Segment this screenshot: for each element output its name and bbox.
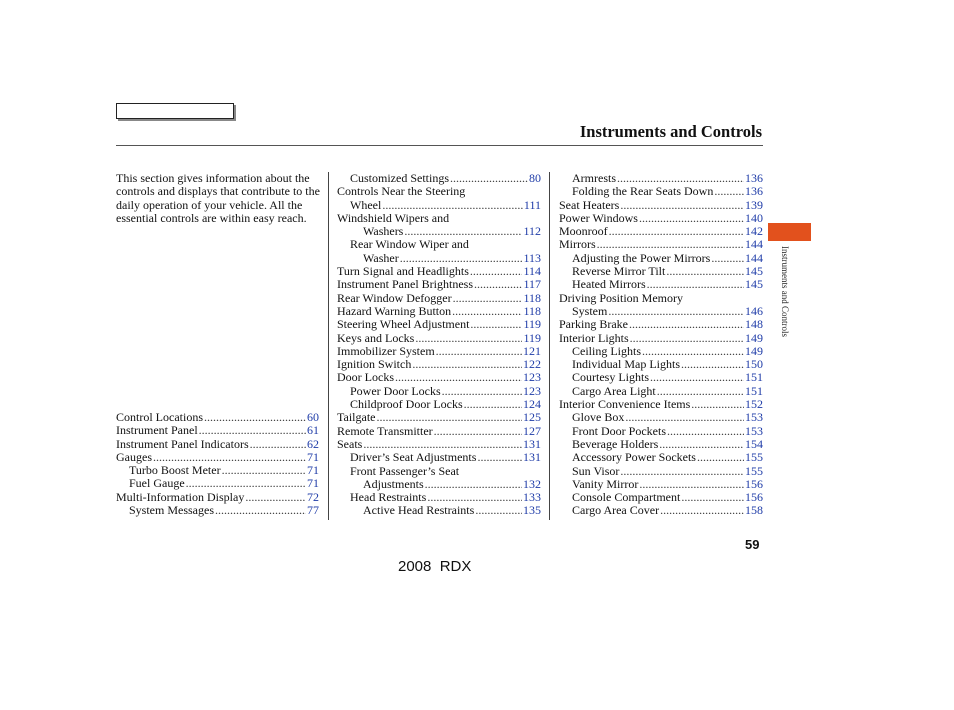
dot-leader xyxy=(630,332,744,345)
toc-entry-reverse-mirror-tilt[interactable] xyxy=(559,265,763,278)
page-link[interactable]: 149 xyxy=(745,343,763,358)
toc-entry-label: Washers xyxy=(363,224,404,239)
page-link[interactable]: 111 xyxy=(523,197,541,212)
toc-entry-multi-information-display[interactable] xyxy=(116,491,319,504)
dot-leader xyxy=(639,212,744,225)
toc-entry-turbo-boost-meter[interactable] xyxy=(116,464,319,477)
dot-leader xyxy=(382,199,523,212)
toc-entry-label: Door Locks xyxy=(337,370,394,385)
dot-leader xyxy=(629,318,744,331)
toc-column-2 xyxy=(337,172,541,518)
dot-leader xyxy=(400,252,523,265)
toc-entry-label: Customized Settings xyxy=(350,171,449,185)
page-link[interactable]: 72 xyxy=(307,489,319,504)
toc-entry-door-locks[interactable] xyxy=(337,371,541,384)
column-divider xyxy=(328,172,329,520)
dot-leader xyxy=(222,464,306,477)
dot-leader xyxy=(376,411,522,424)
page-link[interactable]: 71 xyxy=(307,476,319,491)
toc-entry-label: Adjustments xyxy=(363,476,424,491)
dot-leader xyxy=(657,385,744,398)
page-link[interactable]: 121 xyxy=(523,343,541,358)
dot-leader xyxy=(453,292,523,305)
toc-entry-ignition-switch[interactable] xyxy=(337,358,541,371)
toc-entry-label: Adjusting the Power Mirrors xyxy=(572,250,711,265)
dot-leader xyxy=(474,278,522,291)
page-link[interactable]: 131 xyxy=(523,450,541,465)
toc-entry-label: Vanity Mirror xyxy=(572,476,639,491)
dot-leader xyxy=(470,318,522,331)
dot-leader xyxy=(597,238,744,251)
toc-entry-instrument-panel-indicators[interactable] xyxy=(116,438,319,451)
toc-entry-steering-wheel-adjustment[interactable] xyxy=(337,318,541,331)
toc-entry-mirrors[interactable] xyxy=(559,238,763,251)
toc-entry-label: Control Locations xyxy=(116,410,203,424)
dot-leader xyxy=(204,411,306,424)
toc-entry-seats[interactable] xyxy=(337,438,541,451)
toc-entry-remote-transmitter[interactable] xyxy=(337,425,541,438)
toc-entry-instrument-panel-brightness[interactable] xyxy=(337,278,541,291)
toc-entry-washers[interactable] xyxy=(337,225,541,238)
toc-entry-label: Front Door Pockets xyxy=(572,423,666,438)
page-link[interactable]: 80 xyxy=(529,171,541,185)
dot-leader xyxy=(620,465,744,478)
toc-column-1 xyxy=(116,411,319,517)
toc-entry-label: Power Windows xyxy=(559,210,638,225)
dot-leader xyxy=(609,225,744,238)
page-link[interactable]: 119 xyxy=(523,330,541,345)
model-label: 2008 RDX xyxy=(398,558,472,575)
toc-entry-label: Driver’s Seat Adjustments xyxy=(350,450,477,465)
toc-entry-label: Turbo Boost Meter xyxy=(129,463,221,478)
dot-leader xyxy=(608,305,744,318)
page-link[interactable]: 156 xyxy=(745,490,763,505)
toc-entry-label: Immobilizer System xyxy=(337,343,435,358)
page-link[interactable]: 61 xyxy=(307,423,319,438)
page-link[interactable]: 153 xyxy=(745,423,763,438)
toc-entry-label: Moonroof xyxy=(559,224,608,239)
toc-heading-controls-near-the-steering: Controls Near the Steering xyxy=(337,184,466,199)
page-link[interactable]: 158 xyxy=(745,503,763,518)
dot-leader xyxy=(475,504,522,517)
toc-entry-front-door-pockets[interactable] xyxy=(559,425,763,438)
toc-entry-label: Ignition Switch xyxy=(337,357,412,372)
toc-entry-sun-visor[interactable] xyxy=(559,465,763,478)
page-link[interactable]: 154 xyxy=(745,436,763,451)
page-link[interactable]: 123 xyxy=(523,370,541,385)
dot-leader xyxy=(425,478,522,491)
toc-entry-label: Turn Signal and Headlights xyxy=(337,264,469,279)
toc-entry-label: Washer xyxy=(363,250,399,265)
dot-leader xyxy=(199,424,306,437)
toc-entry-interior-lights[interactable] xyxy=(559,332,763,345)
toc-entry-hazard-warning-button[interactable] xyxy=(337,305,541,318)
toc-entry-cargo-area-cover[interactable] xyxy=(559,504,763,517)
page-link[interactable]: 145 xyxy=(745,264,763,279)
dot-leader xyxy=(477,451,522,464)
toc-entry-label: Interior Lights xyxy=(559,330,629,345)
toc-entry-label: Keys and Locks xyxy=(337,330,415,345)
toc-entry-system-messages[interactable] xyxy=(116,504,319,517)
toc-entry-label: Instrument Panel Indicators xyxy=(116,436,249,451)
toc-entry-parking-brake[interactable] xyxy=(559,318,763,331)
dot-leader xyxy=(464,398,522,411)
toc-entry-label: Tailgate xyxy=(337,410,376,425)
toc-entry-label: Gauges xyxy=(116,449,152,464)
page-link[interactable]: 60 xyxy=(307,410,319,424)
page-link[interactable]: 139 xyxy=(745,197,763,212)
toc-entry-label: Reverse Mirror Tilt xyxy=(572,264,666,279)
side-section-label: Instruments and Controls xyxy=(780,246,790,337)
toc-entry-gauges[interactable] xyxy=(116,451,319,464)
dot-leader xyxy=(660,504,744,517)
dot-leader xyxy=(617,172,744,185)
toc-entry-label: Childproof Door Locks xyxy=(350,397,463,412)
toc-entry-vanity-mirror[interactable] xyxy=(559,478,763,491)
toc-entry-wheel[interactable] xyxy=(337,199,541,212)
toc-entry-label: Ceiling Lights xyxy=(572,343,641,358)
toc-entry-console-compartment[interactable] xyxy=(559,491,763,504)
page-link[interactable]: 155 xyxy=(745,450,763,465)
toc-entry-label: Console Compartment xyxy=(572,490,681,505)
toc-entry-immobilizer-system[interactable] xyxy=(337,345,541,358)
dot-leader xyxy=(639,478,744,491)
page-link[interactable]: 136 xyxy=(745,171,763,185)
page-link[interactable]: 127 xyxy=(523,423,541,438)
toc-entry-interior-convenience-items[interactable] xyxy=(559,398,763,411)
section-tab[interactable] xyxy=(768,223,811,241)
dot-leader xyxy=(153,451,306,464)
dot-leader xyxy=(452,305,522,318)
toc-entry-rear-window-defogger[interactable] xyxy=(337,292,541,305)
dot-leader xyxy=(415,332,522,345)
toc-heading-front-passengers-seat: Front Passenger’s Seat xyxy=(350,463,460,478)
toc-entry-label: Instrument Panel Brightness xyxy=(337,277,473,292)
toc-entry-tailgate[interactable] xyxy=(337,411,541,424)
page-link[interactable]: 118 xyxy=(523,303,541,318)
toc-entry-label: Interior Convenience Items xyxy=(559,397,691,412)
page-link[interactable]: 153 xyxy=(745,410,763,425)
toc-entry-label: Seat Heaters xyxy=(559,197,620,212)
toc-entry-ceiling-lights[interactable] xyxy=(559,345,763,358)
toc-entry-label: Mirrors xyxy=(559,237,596,252)
toc-entry-label: Folding the Rear Seats Down xyxy=(572,184,714,199)
toc-entry-armrests[interactable] xyxy=(559,172,763,185)
page-link[interactable]: 156 xyxy=(745,476,763,491)
toc-entry-active-head-restraints[interactable] xyxy=(337,504,541,517)
toc-entry-label: Parking Brake xyxy=(559,317,628,332)
page-link[interactable]: 118 xyxy=(523,290,541,305)
page-link[interactable]: 145 xyxy=(745,277,763,292)
toc-entry-instrument-panel[interactable] xyxy=(116,424,319,437)
page-link[interactable]: 149 xyxy=(745,330,763,345)
page-link[interactable]: 119 xyxy=(523,317,541,332)
toc-entry-adjusting-the-power-mirrors[interactable] xyxy=(559,252,763,265)
toc-entry-beverage-holders[interactable] xyxy=(559,438,763,451)
toc-entry-label: Heated Mirrors xyxy=(572,277,646,292)
toc-entry-label: Beverage Holders xyxy=(572,436,659,451)
dot-leader xyxy=(650,371,744,384)
dot-leader xyxy=(714,185,744,198)
toc-entry-folding-the-rear-seats-down[interactable] xyxy=(559,185,763,198)
toc-entry-head-restraints[interactable] xyxy=(337,491,541,504)
toc-entry-customized-settings[interactable] xyxy=(337,172,541,185)
dot-leader xyxy=(395,371,522,384)
toc-entry-keys-and-locks[interactable] xyxy=(337,332,541,345)
page-link[interactable]: 146 xyxy=(745,303,763,318)
toc-entry-seat-heaters[interactable] xyxy=(559,199,763,212)
page-link[interactable]: 144 xyxy=(745,237,763,252)
toc-entry-cargo-area-light[interactable] xyxy=(559,385,763,398)
page-link[interactable]: 62 xyxy=(307,436,319,451)
dot-leader xyxy=(442,385,522,398)
toc-entry-system[interactable] xyxy=(559,305,763,318)
toc-entry-label: Glove Box xyxy=(572,410,625,425)
toc-entry-childproof-door-locks[interactable] xyxy=(337,398,541,411)
dot-leader xyxy=(711,252,744,265)
toc-entry-drivers-seat-adjustments[interactable] xyxy=(337,451,541,464)
toc-heading-rear-window-wiper-and: Rear Window Wiper and xyxy=(350,237,469,252)
page-link[interactable]: 71 xyxy=(307,449,319,464)
dot-leader xyxy=(186,477,306,490)
dot-leader xyxy=(681,491,744,504)
dot-leader xyxy=(691,398,744,411)
toc-entry-label: System xyxy=(572,303,608,318)
page-link[interactable]: 71 xyxy=(307,463,319,478)
dot-leader xyxy=(697,451,744,464)
column-divider xyxy=(549,172,550,520)
page-link[interactable]: 125 xyxy=(523,410,541,425)
toc-entry-label: Hazard Warning Button xyxy=(337,303,452,318)
page-link[interactable]: 152 xyxy=(745,397,763,412)
dot-leader xyxy=(620,199,744,212)
page-link[interactable]: 151 xyxy=(745,370,763,385)
toc-entry-label: Cargo Area Light xyxy=(572,383,656,398)
page-link[interactable]: 144 xyxy=(745,250,763,265)
toc-entry-label: Remote Transmitter xyxy=(337,423,433,438)
intro-paragraph: This section gives information about the controls and displays that contribute to the daily operation of your vehicle. All the essential controls are within easy reach. xyxy=(116,171,320,225)
dot-leader xyxy=(245,491,306,504)
page-link[interactable]: 151 xyxy=(745,383,763,398)
page-link[interactable]: 124 xyxy=(523,397,541,412)
page-link[interactable]: 112 xyxy=(523,224,541,239)
dot-leader xyxy=(436,345,522,358)
dot-leader xyxy=(412,358,522,371)
toc-entry-label: Power Door Locks xyxy=(350,383,441,398)
dot-leader xyxy=(647,278,744,291)
page-link[interactable]: 155 xyxy=(745,463,763,478)
dot-leader xyxy=(434,425,522,438)
toc-heading-driving-position-memory: Driving Position Memory xyxy=(559,290,684,305)
page-link[interactable]: 150 xyxy=(745,357,763,372)
toc-entry-label: Wheel xyxy=(350,197,382,212)
toc-entry-turn-signal-and-headlights[interactable] xyxy=(337,265,541,278)
toc-entry-label: Active Head Restraints xyxy=(363,503,475,518)
dot-leader xyxy=(470,265,523,278)
toc-entry-power-windows[interactable] xyxy=(559,212,763,225)
page-title: Instruments and Controls xyxy=(579,122,762,141)
page-link[interactable]: 131 xyxy=(523,436,541,451)
page-link[interactable]: 123 xyxy=(523,383,541,398)
page-number: 59 xyxy=(745,537,760,552)
toc-entry-label: Courtesy Lights xyxy=(572,370,649,385)
page-link[interactable]: 117 xyxy=(523,277,541,292)
toc-entry-label: Instrument Panel xyxy=(116,423,198,438)
page-link[interactable]: 122 xyxy=(523,357,541,372)
dot-leader xyxy=(642,345,744,358)
page-link[interactable]: 133 xyxy=(523,490,541,505)
dot-leader xyxy=(625,411,744,424)
dot-leader xyxy=(427,491,522,504)
page-link[interactable]: 132 xyxy=(523,476,541,491)
toc-entry-courtesy-lights[interactable] xyxy=(559,371,763,384)
dot-leader xyxy=(363,438,522,451)
toc-entry-label: Multi-Information Display xyxy=(116,489,245,504)
toc-entry-adjustments[interactable] xyxy=(337,478,541,491)
dot-leader xyxy=(404,225,522,238)
page-link[interactable]: 148 xyxy=(745,317,763,332)
toc-column-3 xyxy=(559,172,763,518)
toc-entry-label: System Messages xyxy=(129,503,214,518)
page-link[interactable]: 113 xyxy=(523,250,541,265)
toc-entry-washer[interactable] xyxy=(337,252,541,265)
dot-leader xyxy=(666,265,744,278)
toc-entry-label: Individual Map Lights xyxy=(572,357,680,372)
toc-entry-label: Accessory Power Sockets xyxy=(572,450,696,465)
toc-entry-label: Head Restraints xyxy=(350,490,427,505)
toc-entry-label: Sun Visor xyxy=(572,463,620,478)
toc-entry-fuel-gauge[interactable] xyxy=(116,477,319,490)
main-menu-button[interactable] xyxy=(116,103,234,119)
toc-entry-moonroof[interactable] xyxy=(559,225,763,238)
dot-leader xyxy=(667,425,744,438)
title-divider xyxy=(116,145,763,146)
page-link[interactable]: 136 xyxy=(745,184,763,199)
page-link[interactable]: 114 xyxy=(523,264,541,279)
toc-entry-label: Rear Window Defogger xyxy=(337,290,452,305)
page-link[interactable]: 135 xyxy=(523,503,541,518)
toc-entry-label: Steering Wheel Adjustment xyxy=(337,317,470,332)
dot-leader xyxy=(659,438,744,451)
toc-entry-label: Armrests xyxy=(572,171,616,185)
toc-entry-label: Cargo Area Cover xyxy=(572,503,660,518)
toc-entry-heated-mirrors[interactable] xyxy=(559,278,763,291)
toc-entry-individual-map-lights[interactable] xyxy=(559,358,763,371)
dot-leader xyxy=(250,438,306,451)
toc-entry-power-door-locks[interactable] xyxy=(337,385,541,398)
page-link[interactable]: 140 xyxy=(745,210,763,225)
toc-heading-windshield-wipers-and: Windshield Wipers and xyxy=(337,210,450,225)
page-link[interactable]: 77 xyxy=(307,503,319,518)
toc-entry-glove-box[interactable] xyxy=(559,411,763,424)
toc-entry-label: Seats xyxy=(337,436,363,451)
dot-leader xyxy=(450,172,528,185)
page-link[interactable]: 142 xyxy=(745,224,763,239)
dot-leader xyxy=(215,504,306,517)
toc-entry-accessory-power-sockets[interactable] xyxy=(559,451,763,464)
dot-leader xyxy=(681,358,744,371)
toc-entry-control-locations[interactable] xyxy=(116,411,319,424)
toc-entry-label: Fuel Gauge xyxy=(129,476,185,491)
